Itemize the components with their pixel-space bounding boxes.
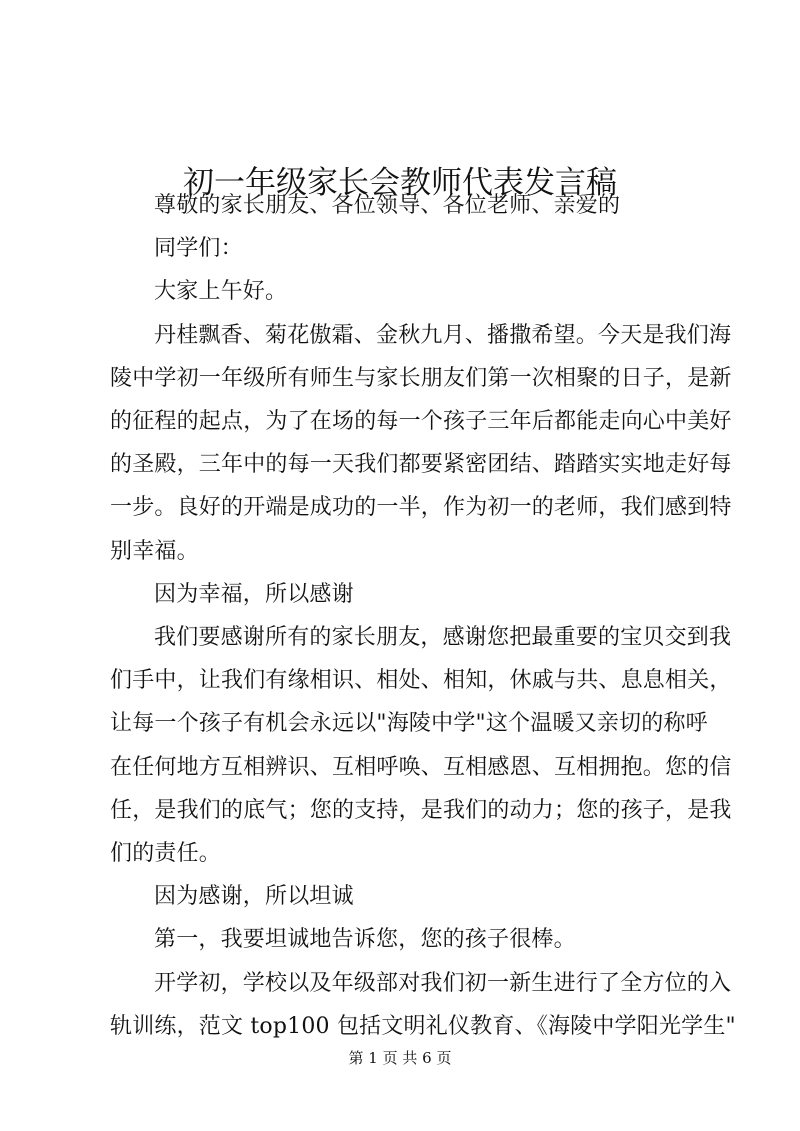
text-line: 在任何地方互相辨识、互相呼唤、互相感恩、互相拥抱。您的信 [110,754,732,780]
paragraph [110,616,732,875]
document-title: 初一年级家长会教师代表发言稿 [183,164,617,201]
text-line: 一步。良好的开端是成功的一半，作为初一的老师，我们感到特 [110,495,732,521]
paragraph [110,314,732,573]
paragraph [110,918,706,961]
paragraph [110,270,706,313]
text-line: 大家上午好。 [154,279,288,305]
text-line: 丹桂飘香、菊花傲霜、金秋九月、播撒希望。今天是我们海 [154,322,732,348]
text-line: 们手中，让我们有缘相识、相处、相知，休戚与共、息息相关， [110,668,732,694]
text-line: 任，是我们的底气；您的支持，是我们的动力；您的孩子，是我 [110,797,732,823]
paragraph [110,227,706,270]
text-line: 我们要感谢所有的家长朋友，感谢您把最重要的宝贝交到我 [154,625,732,651]
paragraph [110,962,736,1048]
text-line: 开学初，学校以及年级部对我们初一新生进行了全方位的入 [154,970,732,996]
text-line: 轨训练，范文 top100 包括文明礼仪教育、《海陵中学阳光学生" [110,1013,736,1039]
text-line: 因为幸福，所以感谢 [154,581,354,607]
document-body [110,184,736,1048]
page-footer: 第 1 页 共 6 页 [348,1049,452,1067]
text-line: 尊敬的家长朋友、各位领导、各位老师、亲爱的 [154,193,621,218]
text-line: 别幸福。 [110,538,199,564]
paragraph [110,573,706,616]
text-line: 的圣殿，三年中的每一天我们都要紧密团结、踏踏实实地走好每 [110,452,732,478]
text-line: 们的责任。 [110,841,222,867]
paragraph [110,184,706,227]
text-line: 让每一个孩子有机会永远以"海陵中学"这个温暖又亲切的称呼 [110,711,708,737]
text-line: 因为感谢，所以坦诚 [154,884,354,910]
text-line: 陵中学初一年级所有师生与家长朋友们第一次相聚的日子，是新 [110,365,732,391]
paragraph [110,875,706,918]
text-line: 同学们： [154,236,243,262]
text-line: 第一，我要坦诚地告诉您，您的孩子很棒。 [154,927,576,953]
text-line: 的征程的起点，为了在场的每一个孩子三年后都能走向心中美好 [110,409,732,435]
